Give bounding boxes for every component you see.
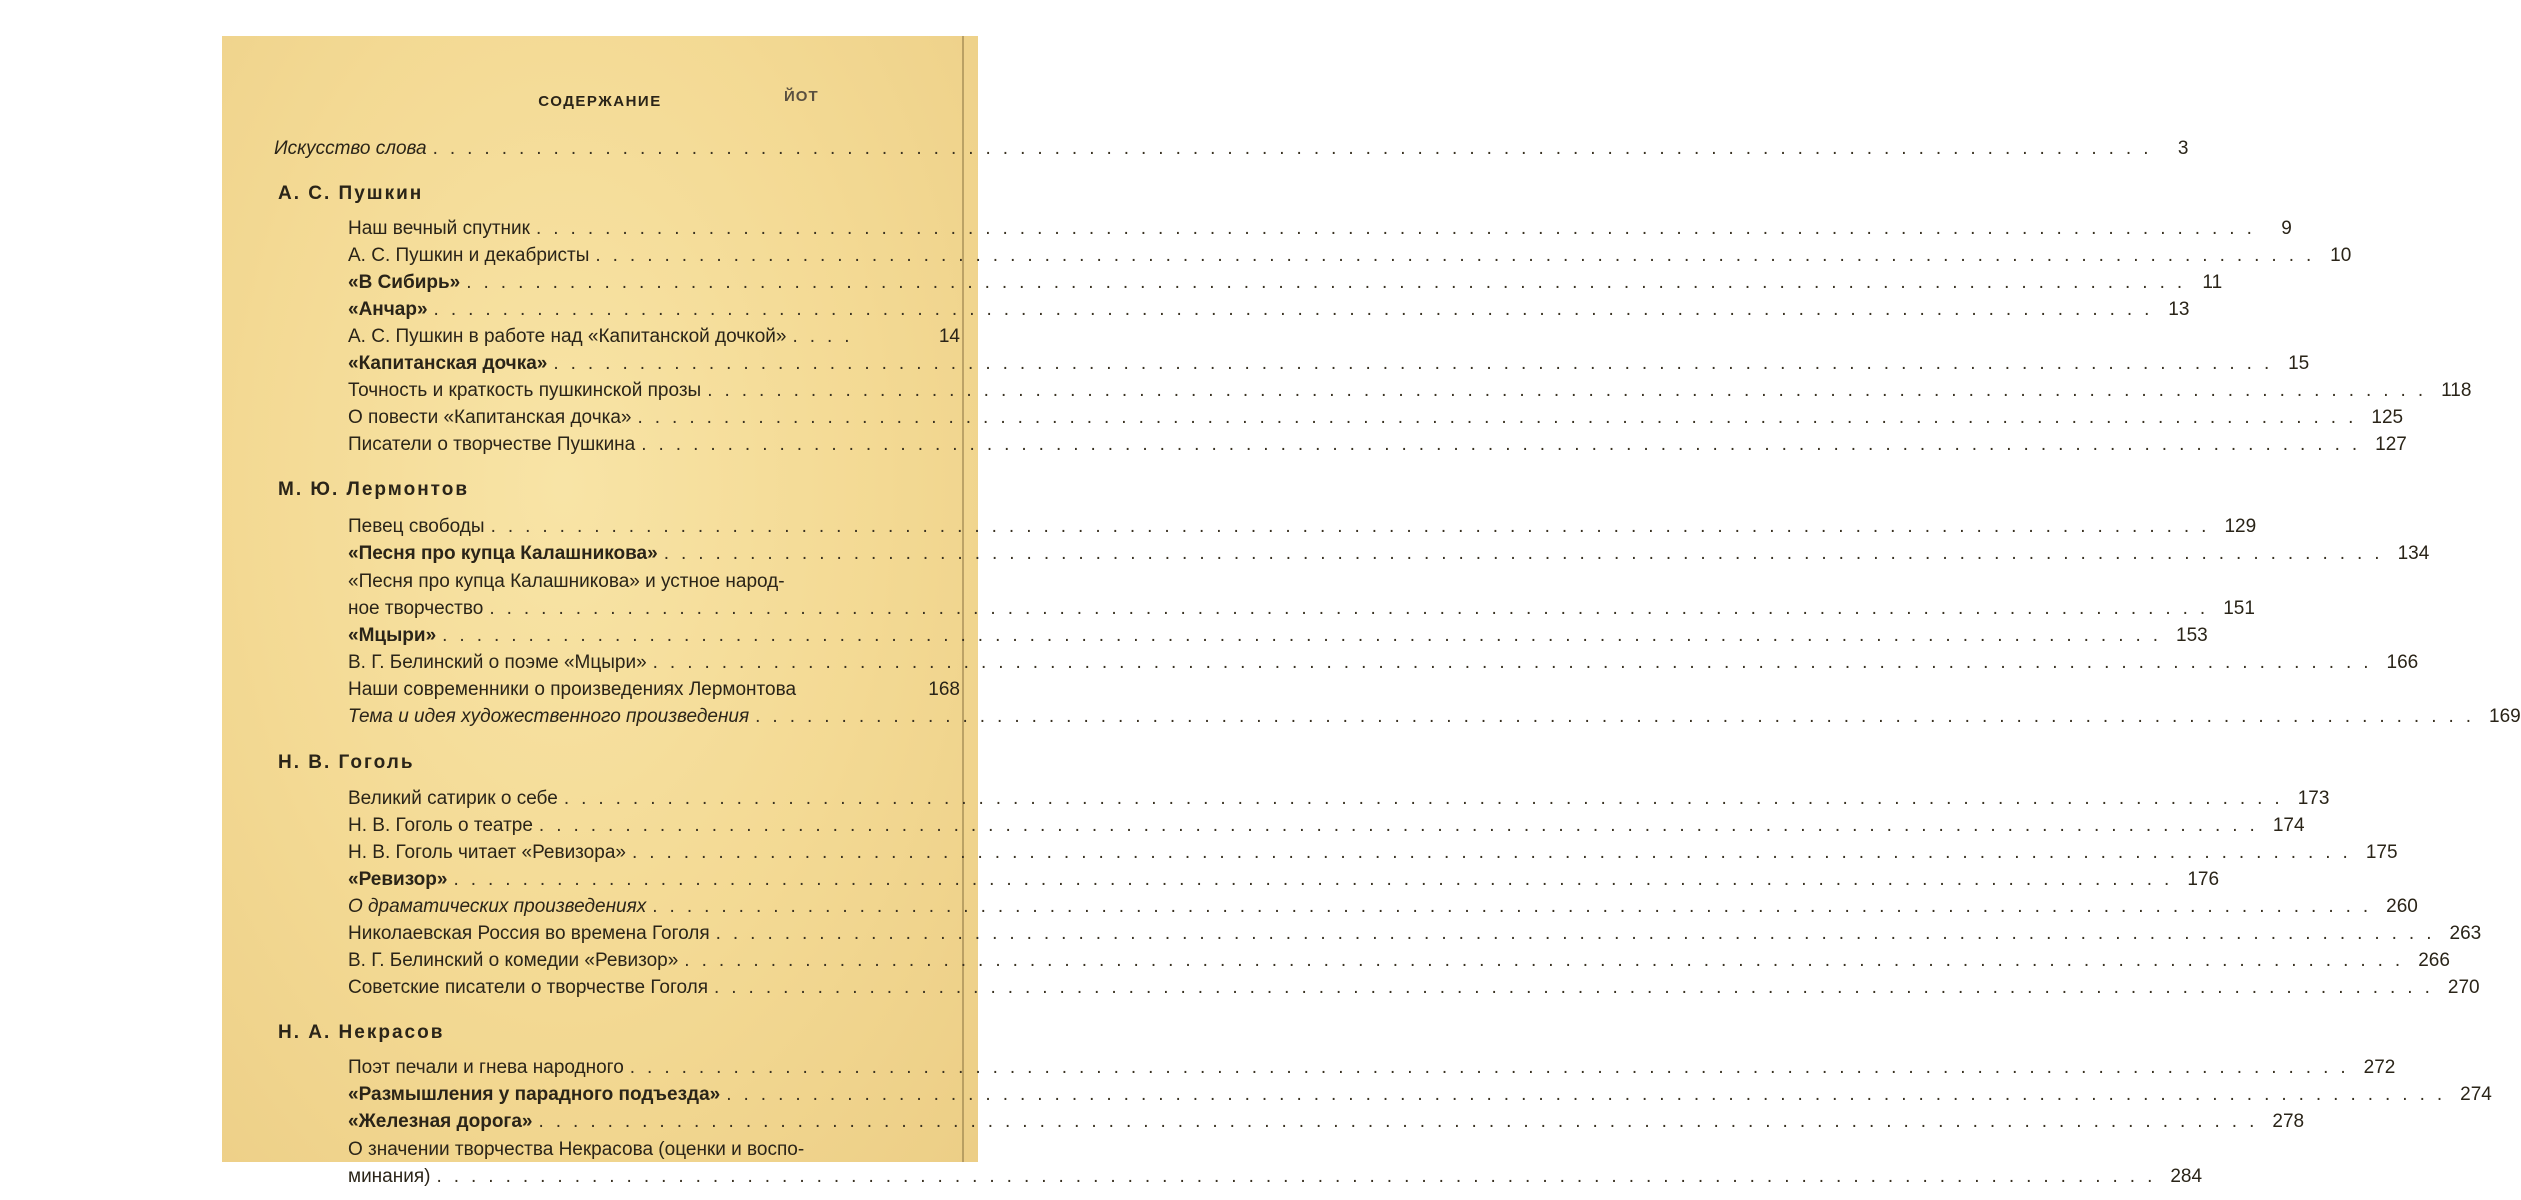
leader-dots: ....................................................................................................	[436, 1166, 2165, 1187]
toc-entry-page: 274	[2460, 1084, 2492, 1105]
leader-dots: ....................................................................................................	[629, 1057, 2358, 1078]
toc-entry	[348, 921, 2482, 947]
toc-entry-title: Николаевская Россия во времена Гоголя	[348, 923, 710, 944]
toc-entry-page: 166	[2386, 652, 2419, 673]
toc-entry-title-line1: «Песня про купца Калашникова» и устное народ-	[348, 571, 785, 592]
toc-entry-title: Советские писатели о творчестве Гоголя	[348, 977, 708, 998]
toc-entry-page: 9	[2281, 218, 2292, 239]
toc-entry-title: Писатели о творчестве Пушкина	[348, 434, 636, 455]
toc-entry-title: В. Г. Белинский о поэме «Мцыри»	[348, 652, 647, 673]
toc-entry-title: «Капитанская дочка»	[348, 353, 548, 374]
leader-dots: ....................................................................................................	[538, 815, 2267, 836]
leader-dots: ....................................................................................................	[432, 138, 2161, 159]
leader-dots: ....................................................................................................	[563, 788, 2292, 809]
toc-entry	[348, 1164, 2203, 1190]
section-author: Н. В. Гоголь	[278, 752, 415, 773]
toc-entry-page: 169	[2489, 706, 2521, 727]
leader-dots: ....................................................................................................	[538, 1111, 2267, 1132]
toc-entry-page: 127	[2375, 434, 2407, 455]
section-author: А. С. Пушкин	[278, 183, 424, 204]
toc-entry-title: Н. В. Гоголь о театре	[348, 815, 533, 836]
toc-entry	[348, 1082, 2492, 1108]
toc-entry	[348, 975, 2480, 1001]
toc-entry	[348, 596, 2255, 622]
toc-entry-page: 11	[2202, 272, 2223, 293]
toc-entry-title: «Мцыри»	[348, 625, 437, 646]
toc-entry-page: 134	[2397, 543, 2430, 564]
section-author: Н. А. Некрасов	[278, 1022, 445, 1043]
toc-entry-page: 284	[2170, 1166, 2203, 1187]
toc-entry-page: 153	[2176, 625, 2208, 646]
toc-entry	[348, 216, 2292, 242]
leader-dots: ....................................................................................................	[707, 380, 2436, 401]
toc-entry	[348, 351, 2310, 377]
toc-entry-page: 10	[2330, 245, 2352, 266]
toc-entry-title-line2: минания)	[348, 1166, 431, 1187]
toc-entry	[348, 894, 2418, 920]
toc-entry	[348, 786, 2330, 812]
toc-entry	[348, 813, 2305, 839]
toc-entry-page: 168	[928, 679, 960, 700]
toc-entry-title: Великий сатирик о себе	[348, 788, 558, 809]
toc-entry	[348, 623, 2208, 649]
toc-entry	[348, 704, 2521, 730]
toc-entry	[348, 243, 2352, 269]
toc-entry-page: 270	[2447, 977, 2480, 998]
toc-entry-page: 176	[2187, 869, 2220, 890]
leader-dots: ....................................................................................................	[535, 218, 2264, 239]
leader-dots: ....................................................................................................	[553, 353, 2282, 374]
toc-entry-title: Наш вечный спутник	[348, 218, 530, 239]
toc-entry	[348, 270, 2223, 296]
toc-entry-page: 118	[2441, 380, 2472, 401]
toc-entry	[348, 432, 2407, 458]
toc-entry	[348, 324, 960, 350]
toc-entry-page: 151	[2223, 598, 2255, 619]
toc-entry-title: «Размышления у парадного подъезда»	[348, 1084, 721, 1105]
leader-dots: ....................................................................................................	[713, 977, 2442, 998]
page-corner-mark: ЙОТ	[784, 88, 819, 105]
section-author: М. Ю. Лермонтов	[278, 479, 470, 500]
leader-dots: ....................................................................................................	[652, 896, 2381, 917]
toc-entry-page: 272	[2363, 1057, 2396, 1078]
toc-entry-page: 263	[2449, 923, 2482, 944]
toc-entry-page: 175	[2365, 842, 2398, 863]
leader-dots: ....................................................................................................	[755, 706, 2484, 727]
toc-entry-page: 260	[2386, 896, 2418, 917]
toc-entry-title: «Песня про купца Калашникова»	[348, 543, 658, 564]
leader-dots: ....................................................................................................	[595, 245, 2324, 266]
toc-page	[222, 36, 2521, 1187]
toc-entry-page: 13	[2168, 299, 2190, 320]
toc-entry-page: 129	[2224, 516, 2257, 537]
toc-entry	[348, 840, 2398, 866]
toc-entry-title: Н. В. Гоголь читает «Ревизора»	[348, 842, 626, 863]
leader-dots: ....................................................................................................	[466, 272, 2195, 293]
toc-entry	[348, 1109, 2305, 1135]
leader-dots: ....................................................................................................	[684, 950, 2413, 971]
toc-entry-title: Певец свободы	[348, 516, 485, 537]
toc-entry	[348, 514, 2257, 540]
toc-entry-title: Искусство слова	[274, 138, 427, 159]
toc-entry-page: 15	[2288, 353, 2310, 374]
toc-entry	[348, 650, 2419, 676]
toc-entry	[348, 541, 2430, 567]
toc-entry	[348, 867, 2220, 893]
toc-entry-title: «Железная дорога»	[348, 1111, 533, 1132]
toc-entry-page: 266	[2418, 950, 2450, 971]
toc-entry-title: А. С. Пушкин в работе над «Капитанской дочкой»	[348, 326, 787, 347]
toc-entry-intro	[274, 136, 2189, 162]
toc-entry-page: 3	[2177, 138, 2189, 159]
toc-entry	[348, 677, 960, 703]
leader-dots: ....................................................................................................	[715, 923, 2444, 944]
toc-entry-title: О повести «Капитанская дочка»	[348, 407, 632, 428]
toc-entry-page: 278	[2272, 1111, 2305, 1132]
leader-dots: ....................................................................................................	[641, 434, 2370, 455]
toc-entry-title: О драматических произведениях	[348, 896, 647, 917]
toc-entry-title: «В Сибирь»	[348, 272, 461, 293]
toc-entry-title: «Анчар»	[348, 299, 428, 320]
leader-dots: ....................................................................................................	[489, 598, 2218, 619]
toc-entry-title: В. Г. Белинский о комедии «Ревизор»	[348, 950, 679, 971]
leader-dots: ....................................................................................................	[442, 625, 2171, 646]
leader-dots: ....................................................................................................	[726, 1084, 2455, 1105]
leader-dots: ....................................................................................................	[663, 543, 2392, 564]
toc-entry-title: Наши современники о произведениях Лермонтова	[348, 679, 797, 700]
toc-entry-page: 14	[938, 326, 960, 347]
toc-entry	[348, 1055, 2396, 1081]
leader-dots: ....................................................................................................	[433, 299, 2162, 320]
leader-dots: ....	[792, 326, 862, 347]
leader-dots: ....................................................................................................	[453, 869, 2182, 890]
leader-dots: ....................................................................................................	[652, 652, 2381, 673]
toc-entry	[348, 297, 2190, 323]
toc-entry-title-line2: ное творчество	[348, 598, 484, 619]
leader-dots: ....................................................................................................	[637, 407, 2366, 428]
toc-entry-title: «Ревизор»	[348, 869, 448, 890]
toc-entry-title: А. С. Пушкин и декабристы	[348, 245, 590, 266]
toc-entry-page: 173	[2297, 788, 2330, 809]
leader-dots: ....................................................................................................	[631, 842, 2360, 863]
toc-entry-title: Поэт печали и гнева народного	[348, 1057, 624, 1078]
toc-entry-title-line1: О значении творчества Некрасова (оценки и воспо-	[348, 1139, 805, 1160]
toc-entry-title: Тема и идея художественного произведения	[348, 706, 750, 727]
page-title: СОДЕРЖАНИЕ	[538, 93, 662, 110]
toc-entry-title: Точность и краткость пушкинской прозы	[348, 380, 702, 401]
toc-entry-page: 125	[2371, 407, 2404, 428]
leader-dots: ....................................................................................................	[490, 516, 2219, 537]
toc-entry	[348, 948, 2450, 974]
toc-entry-page: 174	[2272, 815, 2305, 836]
toc-entry	[348, 405, 2404, 431]
toc-entry	[348, 378, 2472, 404]
